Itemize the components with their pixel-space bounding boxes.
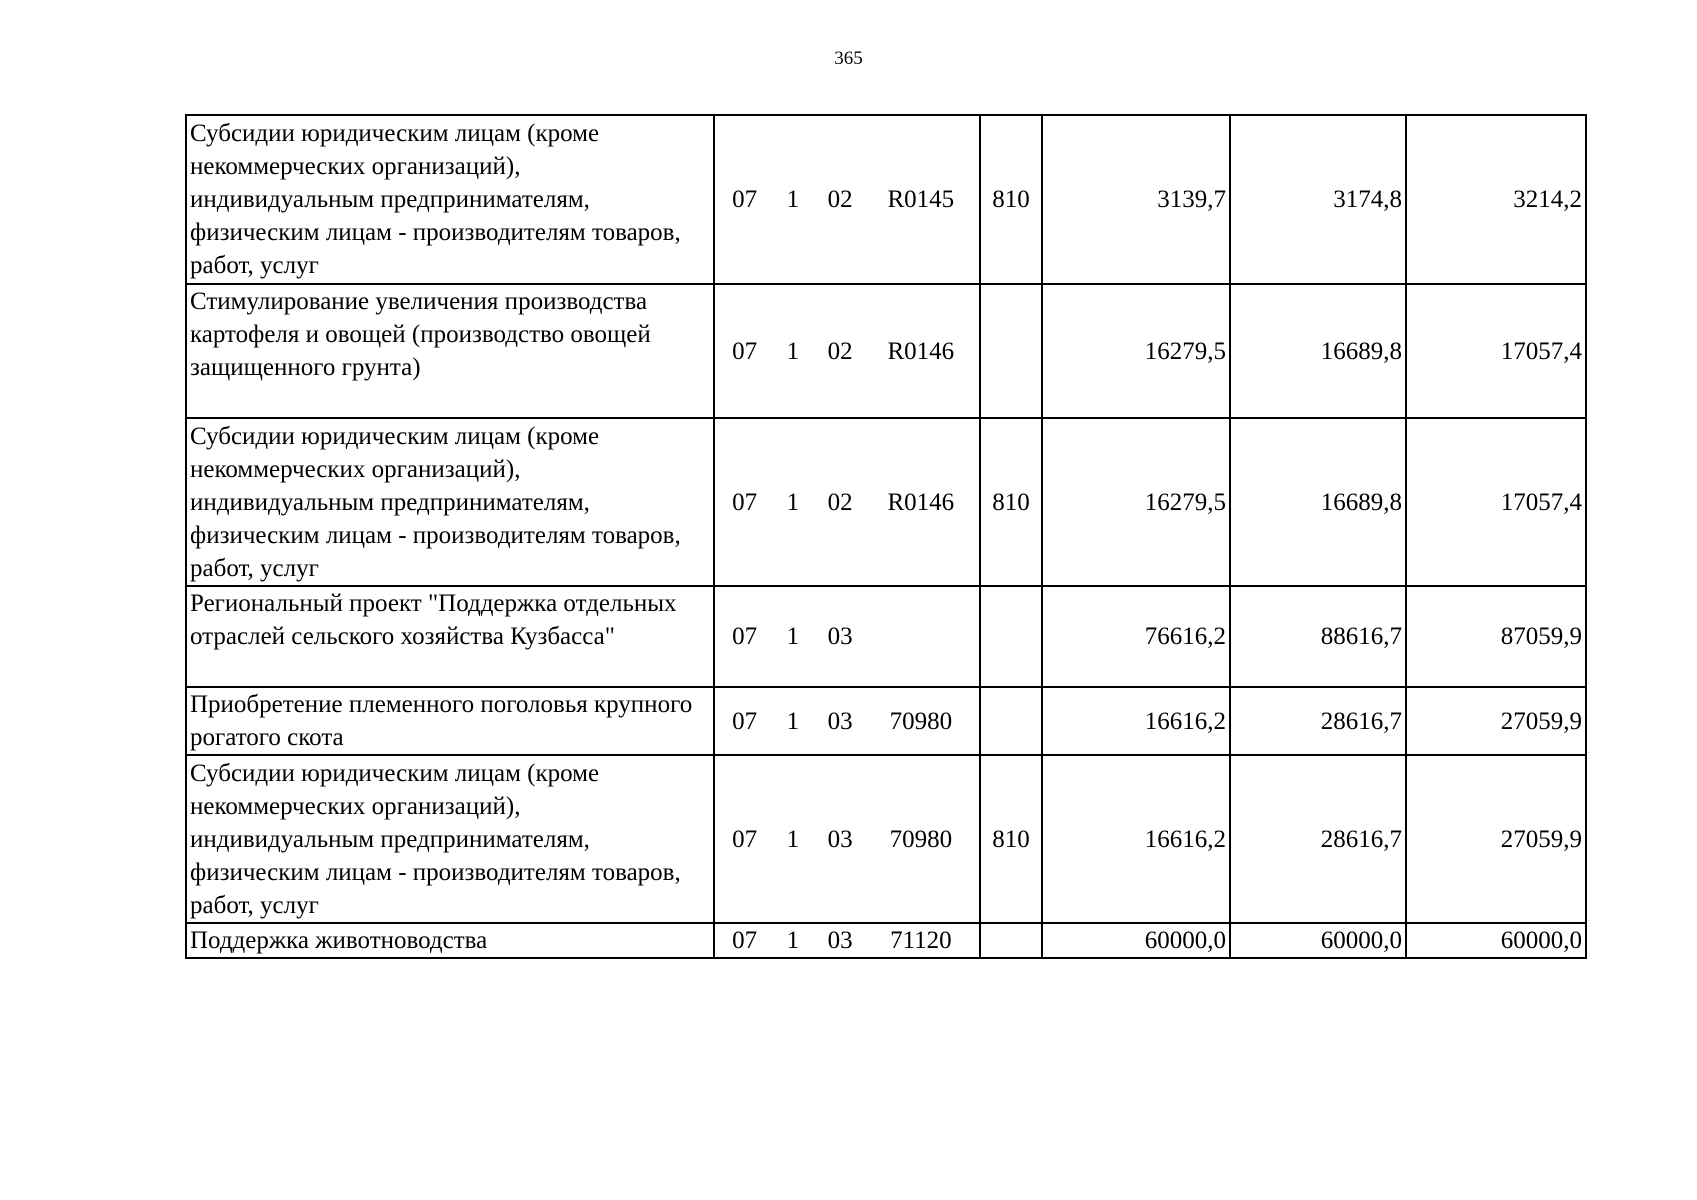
row-subsection-code: 1 [786,337,800,365]
row-direction-code: R0146 [887,337,955,365]
row-direction-code: 70980 [889,825,953,853]
row-subsection-code: 1 [786,707,800,735]
row-codes [714,284,980,418]
row-codes [714,418,980,586]
row-year1-amount: 60000,0 [1042,923,1230,958]
row-codes [714,586,980,687]
row-section-code: 07 [732,186,758,213]
row-expense-type [980,687,1042,755]
row-name: Субсидии юридическим лицам (кроме некоммерческих организаций), индивидуальным предпринимателям, физическим лицам - производителям товаров, работ, услуг [186,115,714,284]
row-year1-amount: 16616,2 [1042,755,1230,923]
row-expense-type: 810 [980,418,1042,586]
row-group-code: 02 [827,488,853,516]
table-row [186,755,1586,923]
row-year3-amount: 87059,9 [1406,586,1586,687]
row-codes [714,755,980,923]
row-group-code: 03 [827,623,853,650]
row-year2-amount: 88616,7 [1230,586,1406,687]
row-year2-amount: 16689,8 [1230,418,1406,586]
row-year2-amount: 60000,0 [1230,923,1406,958]
row-year3-amount: 60000,0 [1406,923,1586,958]
row-expense-type: 810 [980,755,1042,923]
row-year3-amount: 17057,4 [1406,418,1586,586]
row-expense-type [980,923,1042,958]
row-section-code: 07 [732,488,758,516]
row-section-code: 07 [732,927,758,954]
table-row [186,284,1586,418]
row-name: Субсидии юридическим лицам (кроме некоммерческих организаций), индивидуальным предпринимателям, физическим лицам - производителям товаров, работ, услуг [186,418,714,586]
row-codes [714,115,980,284]
row-year1-amount: 16279,5 [1042,284,1230,418]
row-name: Поддержка животноводства [186,923,714,958]
budget-table [185,114,1587,959]
row-direction-code: 70980 [889,707,953,735]
row-group-code: 02 [827,337,853,365]
page-number: 365 [834,48,863,69]
row-name: Стимулирование увеличения производства картофеля и овощей (производство овощей защищенного грунта) [186,284,714,418]
row-year3-amount: 27059,9 [1406,687,1586,755]
row-direction-code: 71120 [890,927,952,954]
row-year1-amount: 16616,2 [1042,687,1230,755]
row-group-code: 03 [827,825,853,853]
row-group-code: 03 [827,707,853,735]
row-direction-code: R0145 [887,186,955,213]
row-subsection-code: 1 [786,623,800,650]
row-year2-amount: 3174,8 [1230,115,1406,284]
row-year2-amount: 28616,7 [1230,687,1406,755]
row-expense-type [980,586,1042,687]
row-subsection-code: 1 [786,825,800,853]
row-year1-amount: 76616,2 [1042,586,1230,687]
row-subsection-code: 1 [786,186,800,213]
row-year1-amount: 3139,7 [1042,115,1230,284]
row-codes [714,687,980,755]
row-direction-code: R0146 [887,488,955,516]
row-subsection-code: 1 [786,488,800,516]
row-subsection-code: 1 [786,927,800,954]
table-row [186,687,1586,755]
row-group-code: 02 [827,186,853,213]
row-section-code: 07 [732,623,758,650]
table-row [186,586,1586,687]
row-codes [714,923,980,958]
row-section-code: 07 [732,707,758,735]
row-year1-amount: 16279,5 [1042,418,1230,586]
table-row [186,418,1586,586]
row-name: Приобретение племенного поголовья крупного рогатого скота [186,687,714,755]
table-row [186,923,1586,958]
row-year3-amount: 27059,9 [1406,755,1586,923]
row-section-code: 07 [732,825,758,853]
row-name: Региональный проект "Поддержка отдельных отраслей сельского хозяйства Кузбасса" [186,586,714,687]
row-year3-amount: 17057,4 [1406,284,1586,418]
row-section-code: 07 [732,337,758,365]
row-year2-amount: 16689,8 [1230,284,1406,418]
row-name: Субсидии юридическим лицам (кроме некоммерческих организаций), индивидуальным предпринимателям, физическим лицам - производителям товаров, работ, услуг [186,755,714,923]
row-year2-amount: 28616,7 [1230,755,1406,923]
row-group-code: 03 [827,927,853,954]
table-row [186,115,1586,284]
row-expense-type: 810 [980,115,1042,284]
row-year3-amount: 3214,2 [1406,115,1586,284]
row-expense-type [980,284,1042,418]
